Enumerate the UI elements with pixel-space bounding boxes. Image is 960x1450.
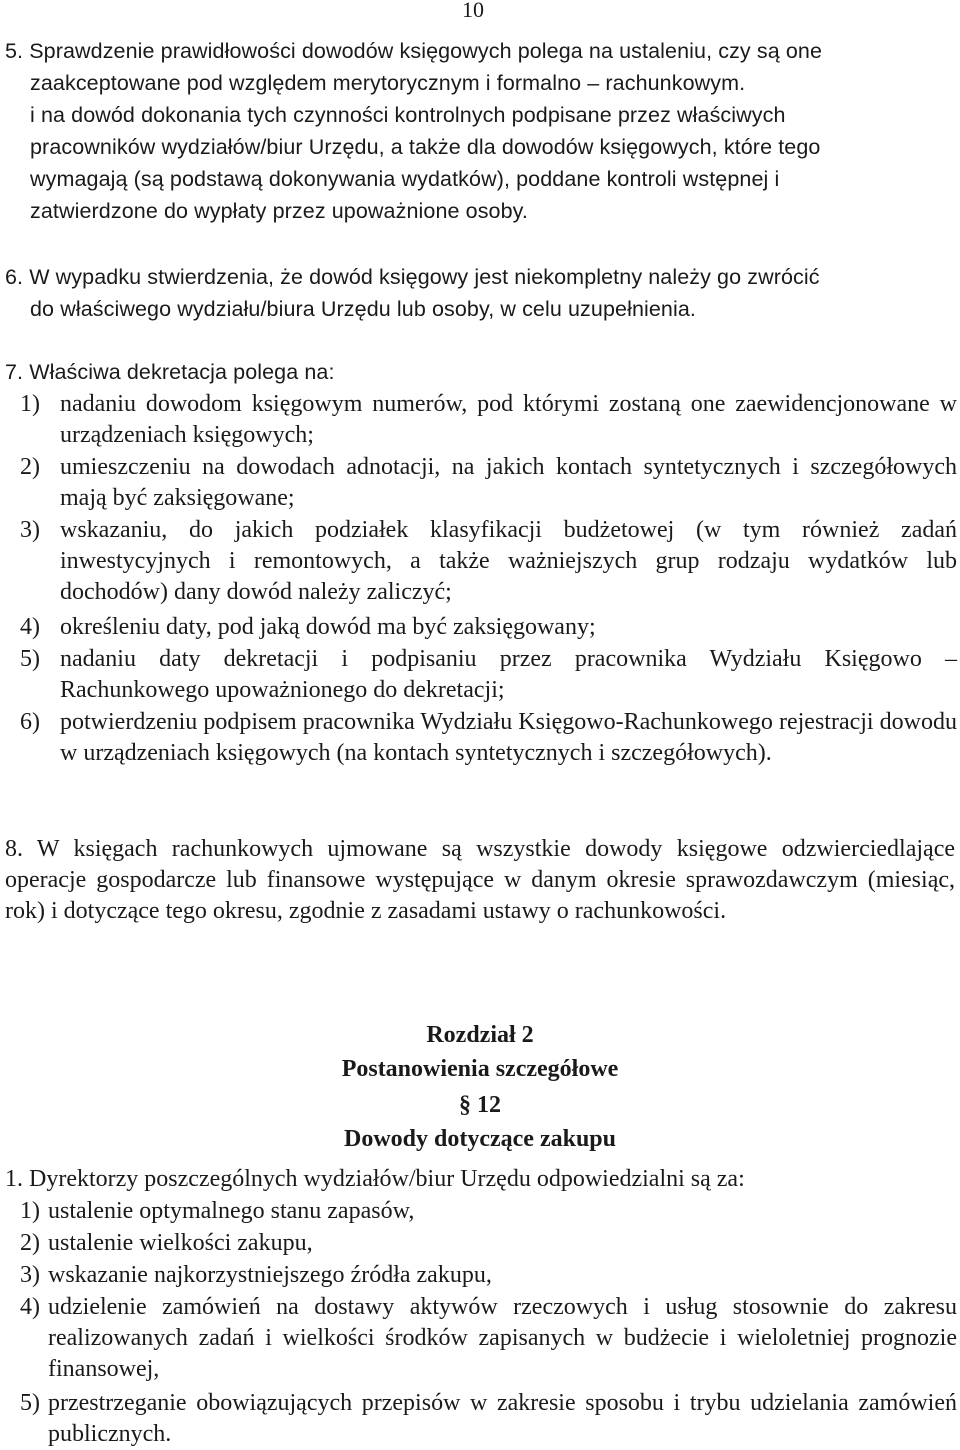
list-item-number: 4)	[20, 1294, 40, 1320]
paragraph-line: i na dowód dokonania tych czynności kontrolnych podpisane przez właściwych	[30, 103, 786, 127]
paragraph-line: 6. W wypadku stwierdzenia, że dowód księgowy jest niekompletny należy go zwrócić	[5, 265, 820, 289]
chapter-title: Postanowienia szczegółowe	[341, 1056, 619, 1082]
list-item-text: potwierdzeniu podpisem pracownika Wydziału Księgowo-Rachunkowego rejestracji dowodu w urządzeniach księgowych (na kontach syntetycznych i szczegółowych).	[60, 709, 957, 766]
list-item	[20, 389, 957, 451]
paragraph-5	[5, 36, 955, 228]
list-item-number: 3)	[20, 1262, 40, 1288]
list-item-text: ustalenie wielkości zakupu,	[48, 1230, 313, 1256]
list-item	[20, 1292, 957, 1385]
list-item-text: udzielenie zamówień na dostawy aktywów rzeczowych i usług stosownie do zakresu realizowanych zadań i wielkości środków zapisanych w budżecie i wieloletniej prognozie finansowej,	[48, 1294, 957, 1382]
section-12-intro: 1. Dyrektorzy poszczególnych wydziałów/biur Urzędu odpowiedzialni są za:	[5, 1166, 745, 1192]
list-item	[20, 1260, 957, 1291]
paragraph-line: wymagają (są podstawą dokonywania wydatków), poddane kontroli wstępnej i	[30, 167, 780, 191]
paragraph-line: 5. Sprawdzenie prawidłowości dowodów księgowych polega na ustaleniu, czy są one	[5, 39, 823, 63]
list-item-number: 5)	[20, 1390, 40, 1416]
list-item-text: nadaniu dowodom księgowym numerów, pod którymi zostaną one zaewidencjonowane w urządzeniach księgowych;	[60, 391, 957, 448]
paragraph-8: 8. W księgach rachunkowych ujmowane są wszystkie dowody księgowe odzwierciedlające operacje gospodarcze lub finansowe występujące w danym okresie sprawozdawczym (miesiąc, rok) i dotyczące tego okresu, zgodnie z zasadami ustawy o rachunkowości.	[5, 836, 955, 924]
list-item-text: określeniu daty, pod jaką dowód ma być zaksięgowany;	[60, 614, 596, 640]
section-number: § 12	[459, 1092, 501, 1118]
list-item-number: 3)	[20, 517, 40, 543]
list-item-text: wskazaniu, do jakich podziałek klasyfikacji budżetowej (w tym również zadań inwestycyjnych i remontowych, a także ważniejszych grup rodzaju wydatków lub dochodów) dany dowód należy zaliczyć;	[60, 517, 957, 605]
list-item	[20, 1388, 957, 1450]
list-item-number: 4)	[20, 614, 40, 640]
list-item	[20, 612, 957, 643]
list-item	[20, 515, 957, 608]
list-item	[20, 707, 957, 769]
list-item-text: wskazanie najkorzystniejszego źródła zakupu,	[48, 1262, 492, 1288]
list-item	[20, 644, 957, 706]
paragraph-7-intro: 7. Właściwa dekretacja polega na:	[5, 360, 335, 384]
list-item-number: 1)	[20, 1198, 40, 1224]
paragraph-6	[5, 262, 955, 326]
chapter-heading: Rozdział 2	[426, 1022, 534, 1048]
list-item-number: 6)	[20, 709, 40, 735]
list-item	[20, 1228, 957, 1259]
paragraph-line: pracowników wydziałów/biur Urzędu, a także dla dowodów księgowych, które tego	[30, 135, 821, 159]
list-item-text: ustalenie optymalnego stanu zapasów,	[48, 1198, 415, 1224]
list-item-text: nadaniu daty dekretacji i podpisaniu przez pracownika Wydziału Księgowo – Rachunkowego upoważnionego do dekretacji;	[60, 646, 957, 703]
paragraph-line: zaakceptowane pod względem merytorycznym i formalno – rachunkowym.	[30, 71, 746, 95]
paragraph-line: zatwierdzone do wypłaty przez upoważnione osoby.	[30, 199, 528, 223]
section-title: Dowody dotyczące zakupu	[343, 1126, 616, 1152]
list-item	[20, 452, 957, 514]
paragraph-line: do właściwego wydziału/biura Urzędu lub osoby, w celu uzupełnienia.	[30, 297, 696, 321]
list-item-number: 1)	[20, 391, 40, 417]
list-item-number: 2)	[20, 1230, 40, 1256]
list-item-number: 5)	[20, 646, 40, 672]
page-number: 10	[462, 0, 484, 22]
list-item-number: 2)	[20, 454, 40, 480]
list-item	[20, 1196, 957, 1227]
list-item-text: przestrzeganie obowiązujących przepisów w zakresie sposobu i trybu udzielania zamówień publicznych.	[48, 1390, 957, 1447]
list-item-text: umieszczeniu na dowodach adnotacji, na jakich kontach syntetycznych i szczegółowych mają być zaksięgowane;	[60, 454, 957, 511]
